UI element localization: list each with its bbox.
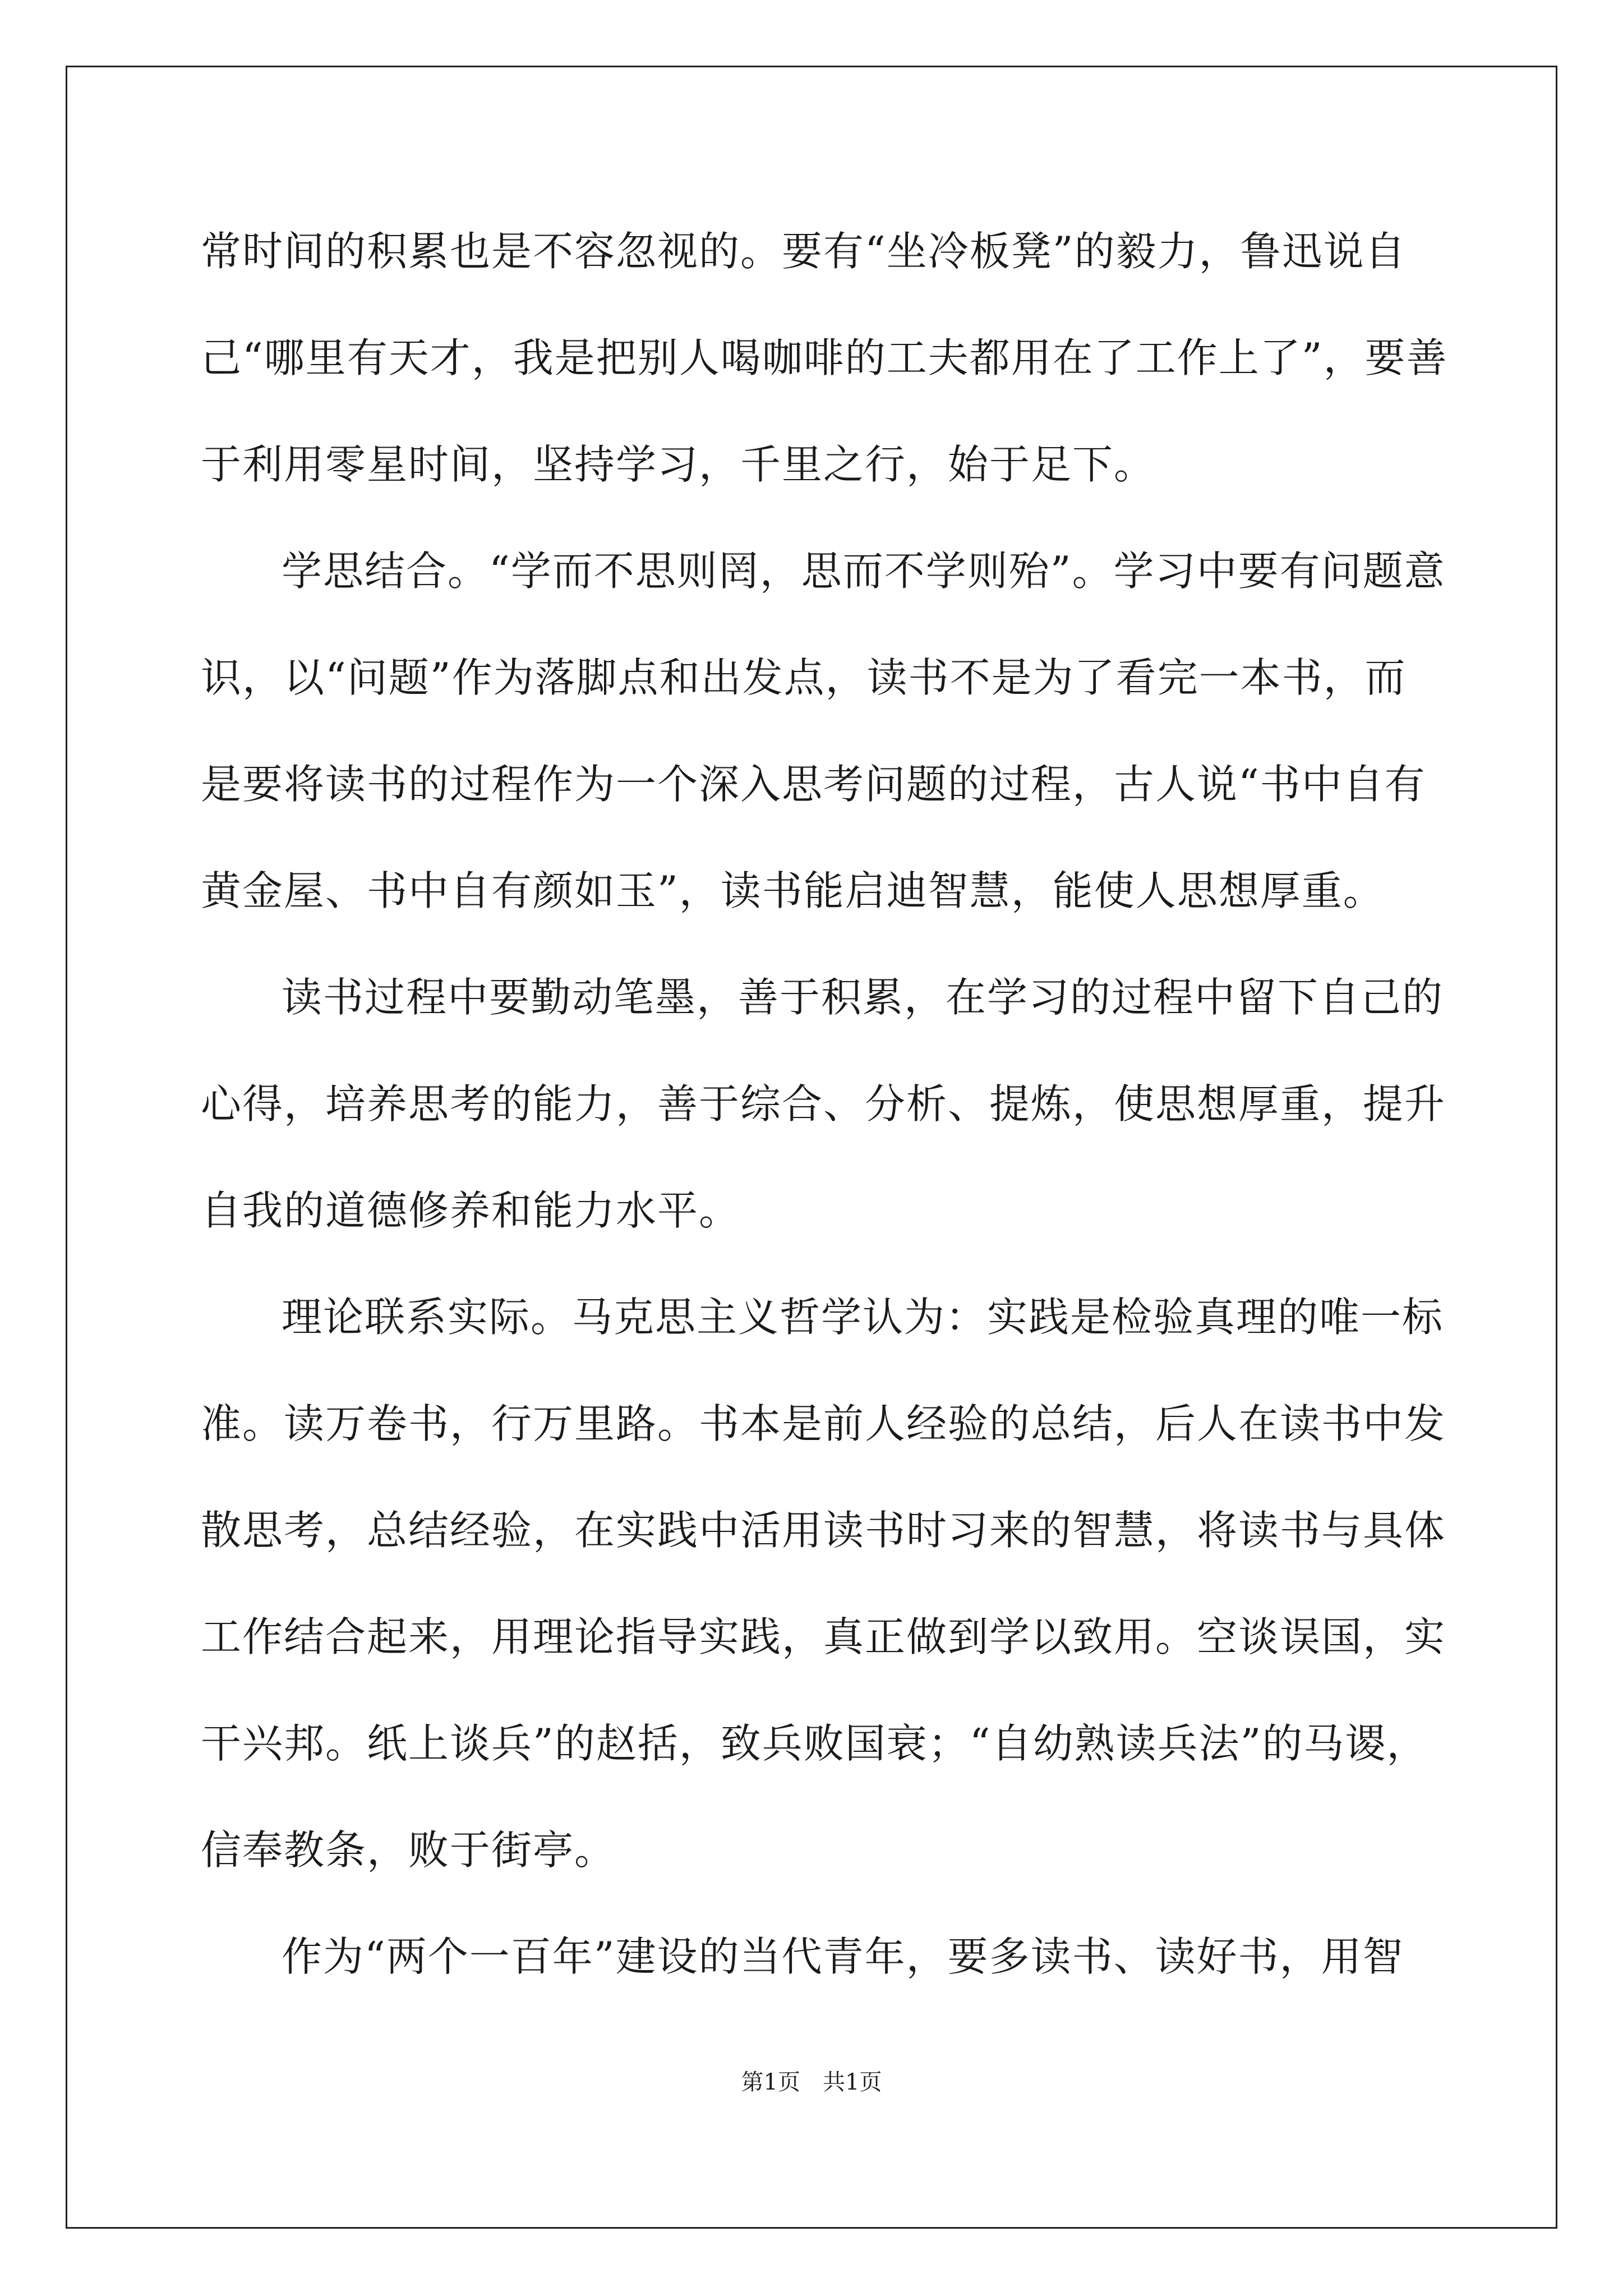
text-line: 己“哪里有天才，我是把别人喝咖啡的工夫都用在了工作上了”，要善	[201, 334, 1448, 381]
paragraph-first-line: 读书过程中要勤动笔墨，善于积累，在学习的过程中留下自己的	[282, 974, 1444, 1021]
page-number-footer: 第1页 共1页	[741, 2069, 882, 2095]
text-line: 识，以“问题”作为落脚点和出发点，读书不是为了看完一本书，而	[201, 654, 1407, 701]
text-line: 信奉教条，败于街亭。	[201, 1826, 616, 1874]
text-line: 工作结合起来，用理论指导实践，真正做到学以致用。空谈误国，实	[201, 1613, 1446, 1660]
text-line: 常时间的积累也是不容忽视的。要有“坐冷板凳”的毅力，鲁迅说自	[201, 228, 1407, 275]
text-line: 干兴邦。纸上谈兵”的赵括，致兵败国衰；“自幼熟读兵法”的马谡，	[201, 1720, 1428, 1767]
text-line: 心得，培养思考的能力，善于综合、分析、提炼，使思想厚重，提升	[201, 1080, 1446, 1128]
text-line: 自我的道德修养和能力水平。	[201, 1187, 741, 1234]
document-body	[201, 215, 1448, 2027]
text-line: 准。读万卷书，行万里路。书本是前人经验的总结，后人在读书中发	[201, 1400, 1446, 1447]
text-line: 于利用零星时间，坚持学习，千里之行，始于足下。	[201, 441, 1156, 488]
text-line: 黄金屋、书中自有颜如玉”，读书能启迪智慧，能使人思想厚重。	[201, 867, 1385, 914]
paragraph-first-line: 作为“两个一百年”建设的当代青年，要多读书、读好书，用智	[282, 1933, 1404, 1980]
paragraph-first-line: 理论联系实际。马克思主义哲学认为：实践是检验真理的唯一标	[282, 1294, 1444, 1341]
text-line: 散思考，总结经验，在实践中活用读书时习来的智慧，将读书与具体	[201, 1507, 1446, 1554]
text-line: 是要将读书的过程作为一个深入思考问题的过程，古人说“书中自有	[201, 761, 1426, 808]
paragraph-first-line: 学思结合。“学而不思则罔，思而不学则殆”。学习中要有问题意	[282, 547, 1446, 595]
